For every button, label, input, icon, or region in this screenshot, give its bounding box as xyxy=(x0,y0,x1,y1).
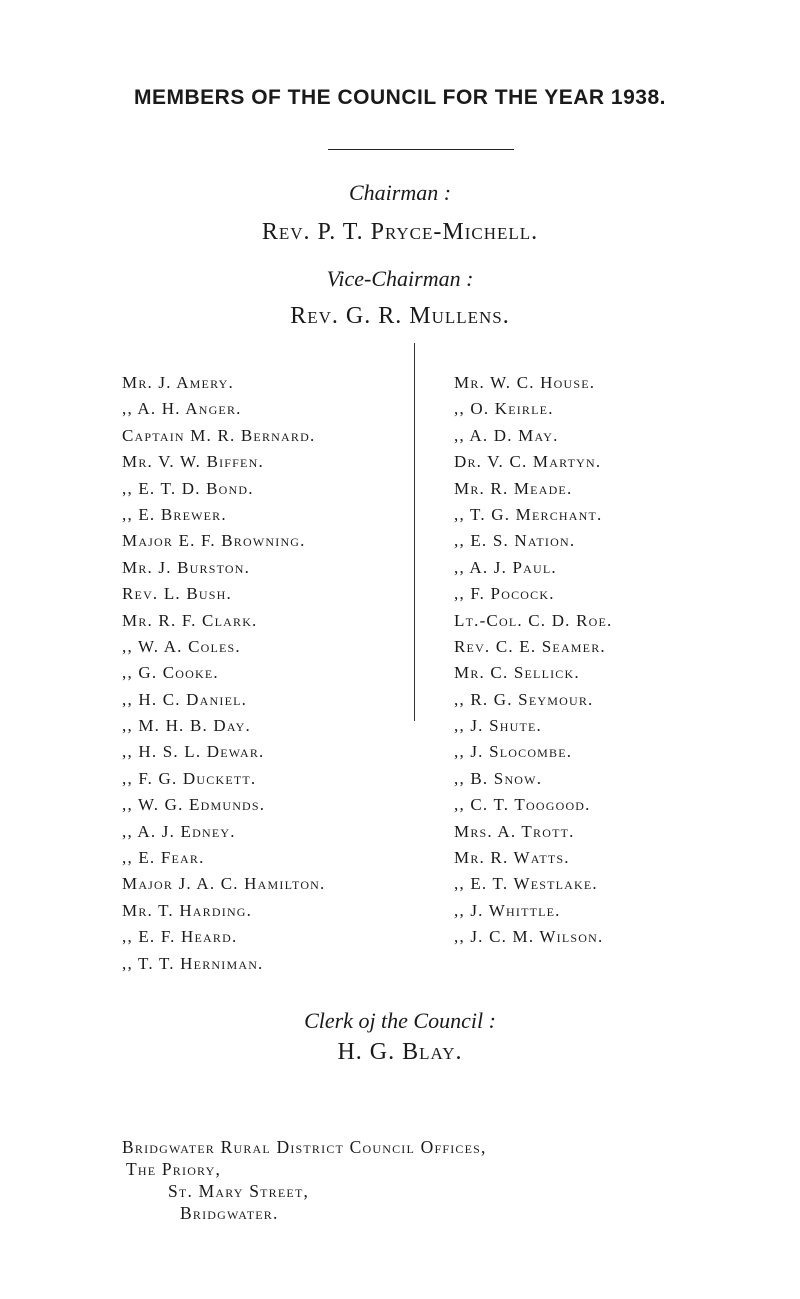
page-heading: MEMBERS OF THE COUNCIL FOR THE YEAR 1938. xyxy=(134,86,666,109)
member-name: Mr. J. Amery. xyxy=(122,373,234,392)
heading-divider xyxy=(328,149,514,150)
members-left-column xyxy=(122,370,326,977)
member-name: ,, E. Brewer. xyxy=(122,504,227,524)
members-right-column xyxy=(454,370,612,951)
member-name: ,, J. Slocombe. xyxy=(454,742,573,762)
member-name: ,, A. J. Edney. xyxy=(122,821,236,841)
member-name: Major E. F. Browning. xyxy=(122,531,306,551)
member-name: ,, A. D. May. xyxy=(454,425,559,445)
vice-chairman-label: Vice-Chairman : xyxy=(326,266,474,291)
member-name: ,, T. T. Herniman. xyxy=(122,953,264,973)
member-name: Major J. A. C. Hamilton. xyxy=(122,874,326,894)
member-name: ,, W. A. Coles. xyxy=(122,636,241,656)
address-line: Bridgwater. xyxy=(180,1203,279,1223)
member-name: ,, A. H. Anger. xyxy=(122,399,242,419)
member-name: Mr. V. W. Biffen. xyxy=(122,452,264,472)
member-name: ,, W. G. Edmunds. xyxy=(122,795,266,815)
member-name: ,, R. G. Seymour. xyxy=(454,689,594,709)
member-name: ,, G. Cooke. xyxy=(122,663,219,683)
member-name: Rev. L. Bush. xyxy=(122,584,232,604)
member-name: ,, B. Snow. xyxy=(454,768,543,788)
member-name: Mr. J. Burston. xyxy=(122,557,251,577)
clerk-name: H. G. Blay. xyxy=(337,1039,463,1065)
member-name: Lt.-Col. C. D. Roe. xyxy=(454,610,613,630)
member-name: ,, E. F. Heard. xyxy=(122,927,238,947)
member-name: Mr. R. Meade. xyxy=(454,478,573,498)
member-name: ,, E. T. Westlake. xyxy=(454,874,598,894)
member-name: ,, F. Pocock. xyxy=(454,584,555,604)
member-name: Dr. V. C. Martyn. xyxy=(454,452,602,472)
member-name: ,, M. H. B. Day. xyxy=(122,716,251,736)
member-name: ,, H. C. Daniel. xyxy=(122,689,248,709)
member-name: Mr. W. C. House. xyxy=(454,373,596,392)
member-name: ,, O. Keirle. xyxy=(454,399,554,419)
member-name: ,, C. T. Toogood. xyxy=(454,795,591,815)
member-name: ,, F. G. Duckett. xyxy=(122,768,257,788)
vice-chairman-name: Rev. G. R. Mullens. xyxy=(290,303,510,329)
address-line: The Priory, xyxy=(126,1159,222,1179)
member-name: Mr. R. F. Clark. xyxy=(122,610,258,630)
member-name: Rev. C. E. Seamer. xyxy=(454,636,606,656)
member-name: Mrs. A. Trott. xyxy=(454,821,575,841)
member-name: ,, E. T. D. Bond. xyxy=(122,478,254,498)
member-name: ,, H. S. L. Dewar. xyxy=(122,742,265,762)
member-name: Captain M. R. Bernard. xyxy=(122,425,316,445)
chairman-label: Chairman : xyxy=(348,180,452,205)
member-name: Mr. T. Harding. xyxy=(122,900,253,920)
member-name: ,, E. S. Nation. xyxy=(454,531,576,551)
member-name: ,, J. C. M. Wilson. xyxy=(454,927,604,947)
member-name: ,, A. J. Paul. xyxy=(454,557,557,577)
clerk-label: Clerk oj the Council : xyxy=(304,1008,496,1033)
address-line: Bridgwater Rural District Council Offices, xyxy=(122,1137,487,1157)
member-name: ,, J. Shute. xyxy=(454,716,542,736)
member-name: ,, J. Whittle. xyxy=(454,900,561,920)
office-address xyxy=(122,1136,487,1224)
member-name: Mr. R. Watts. xyxy=(454,848,570,868)
address-line: St. Mary Street, xyxy=(168,1181,310,1201)
member-name: ,, T. G. Merchant. xyxy=(454,504,603,524)
member-name: Mr. C. Sellick. xyxy=(454,663,580,683)
member-name: ,, E. Fear. xyxy=(122,848,205,868)
column-divider xyxy=(414,343,415,721)
chairman-name: Rev. P. T. Pryce-Michell. xyxy=(261,219,539,245)
